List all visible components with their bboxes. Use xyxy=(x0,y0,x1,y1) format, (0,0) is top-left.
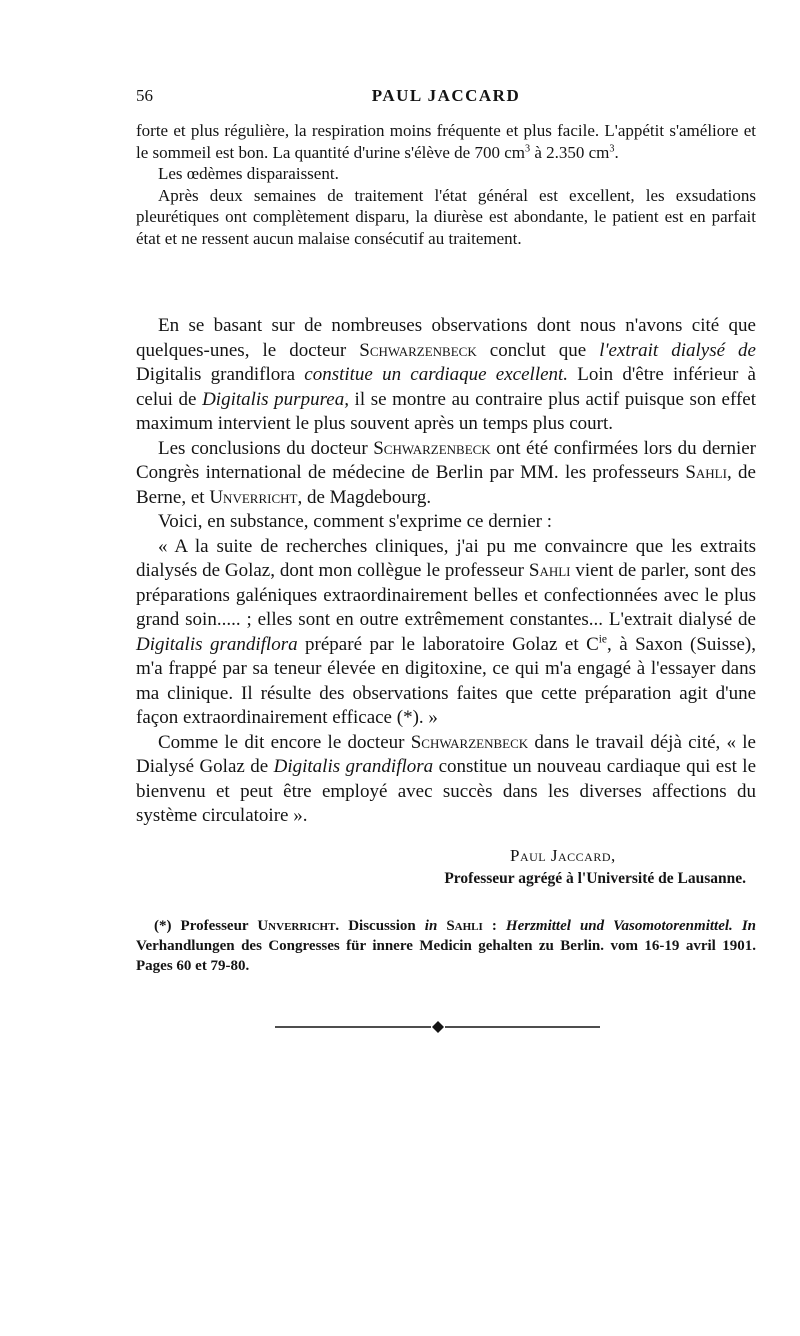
diamond-icon xyxy=(432,1021,444,1033)
paragraph: Les œdèmes disparaissent. xyxy=(158,164,339,184)
signature-block xyxy=(136,846,756,892)
running-title: PAUL JACCARD xyxy=(371,86,521,105)
paragraph: Les conclusions du docteur Schwarzenbeck ont été confirmées lors du dernier Congrès international de médecine de Berlin par MM. les professeurs Sahli, de Berne, et Unverricht, de Magdebourg. xyxy=(136,437,756,508)
page-number: 56 xyxy=(136,86,153,105)
paragraph: En se basant sur de nombreuses observations dont nous n'avons cité que quelques-unes, le docteur Schwarzenbeck conclut que l'extrait dialysé de Digitalis grandiflora constitue un cardiaque excellent. Loin d'être inférieur à celui de Digitalis purpurea, il se montre au contraire plus actif puisque son effet maximum intervient le plus souvent après un temps plus court. xyxy=(136,315,757,434)
author-title: Professeur agrégé à l'Université de Lausanne. xyxy=(444,870,746,887)
end-ornament xyxy=(275,1020,600,1034)
paragraph: Voici, en substance, comment s'exprime ce dernier : xyxy=(158,511,553,532)
paragraph: forte et plus régulière, la respiration moins fréquente et plus facile. L'appétit s'améliore et le sommeil est bon. La quantité d'urine s'élève de 700 $cm^3$ à 2.350 $cm^3$. xyxy=(136,121,756,162)
section-conclusions xyxy=(136,314,756,829)
paragraph: Après deux semaines de traitement l'état général est excellent, les exsudations pleurétiques ont complètement disparu, la diurèse est abondante, le patient est en parfait état et ne ressent aucun malaise consécutif au traitement. xyxy=(136,185,756,248)
paragraph: Comme le dit encore le docteur Schwarzenbeck dans le travail déjà cité, « le Dialysé Golaz de Digitalis grandiflora constitue un nouveau cardiaque qui est le bienvenu et peut être employé avec succès dans les diverses affections du système circulatoire ». xyxy=(136,731,757,826)
page-header xyxy=(136,86,756,110)
footnote: (*) Professeur Unverricht. Discussion in Sahli : Herzmittel und Vasomotorenmittel. In Verhandlungen des Congresses für innere Medicin gehalten zu Berlin. vom 16-19 avril 1901. Pages 60 et 79-80. xyxy=(136,918,756,974)
quotation: « A la suite de recherches cliniques, j'ai pu me convaincre que les extraits dialysés de Golaz, dont mon collègue le professeur Sahli vient de parler, sont des préparations galéniques extraordinairement belles et confectionnées avec le plus grand soin..... ; elles sont en outre extrêmement constantes... L'extrait dialysé de Digitalis grandiflora préparé par le laboratoire Golaz et $C^{ie}$, à Saxon (Suisse), m'a frappé par sa teneur élevée en digitoxine, ce qui m'a engagé à l'essayer dans ma clinique. Il résulte des observations faites que cette préparation agit d'une façon extraordinairement efficace (*). » xyxy=(136,535,757,728)
author-name: Paul Jaccard, xyxy=(510,846,616,865)
section-case-report xyxy=(136,120,756,250)
